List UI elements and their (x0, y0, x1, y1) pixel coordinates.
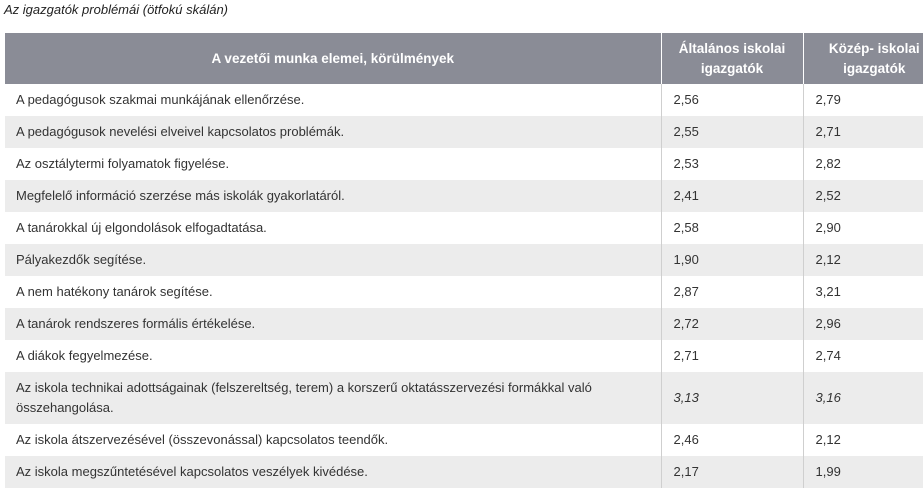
secondary-value: 2,12 (803, 244, 923, 276)
problems-table (5, 33, 923, 488)
table-row (5, 424, 923, 456)
row-label: Megfelelő információ szerzése más iskolák gyakorlatáról. (5, 180, 661, 212)
row-label: Az iskola átszervezésével (összevonással) kapcsolatos teendők. (5, 424, 661, 456)
primary-value: 2,72 (661, 308, 803, 340)
secondary-value: 2,12 (803, 424, 923, 456)
secondary-value: 1,99 (803, 456, 923, 488)
primary-value: 2,46 (661, 424, 803, 456)
row-label: A pedagógusok nevelési elveivel kapcsolatos problémák. (5, 116, 661, 148)
header-primary-school-principals: Általános iskolai igazgatók (661, 33, 803, 84)
problems-table-container (5, 33, 923, 488)
primary-value: 2,55 (661, 116, 803, 148)
row-label: Az iskola technikai adottságainak (felszereltség, terem) a korszerű oktatásszervezési formákkal való összehangolása. (5, 372, 661, 424)
primary-value: 2,41 (661, 180, 803, 212)
header-elements: A vezetői munka elemei, körülmények (5, 33, 661, 84)
table-row (5, 212, 923, 244)
row-label: Pályakezdők segítése. (5, 244, 661, 276)
header-secondary-school-principals: Közép- iskolai igazgatók (803, 33, 923, 84)
row-label: A tanárok rendszeres formális értékelése. (5, 308, 661, 340)
table-header (5, 33, 923, 84)
primary-value: 2,56 (661, 84, 803, 116)
secondary-value: 2,90 (803, 212, 923, 244)
table-body (5, 84, 923, 488)
primary-value: 1,90 (661, 244, 803, 276)
header-row (5, 33, 923, 84)
table-row (5, 180, 923, 212)
table-row (5, 456, 923, 488)
secondary-value: 2,82 (803, 148, 923, 180)
primary-value: 2,58 (661, 212, 803, 244)
secondary-value: 2,79 (803, 84, 923, 116)
table-row (5, 276, 923, 308)
primary-value: 2,17 (661, 456, 803, 488)
table-row (5, 84, 923, 116)
primary-value: 2,87 (661, 276, 803, 308)
primary-value: 2,71 (661, 340, 803, 372)
primary-value: 2,53 (661, 148, 803, 180)
table-row (5, 148, 923, 180)
secondary-value: 2,74 (803, 340, 923, 372)
row-label: A nem hatékony tanárok segítése. (5, 276, 661, 308)
row-label: A pedagógusok szakmai munkájának ellenőrzése. (5, 84, 661, 116)
row-label: A tanárokkal új elgondolások elfogadtatása. (5, 212, 661, 244)
row-label: Az osztálytermi folyamatok figyelése. (5, 148, 661, 180)
table-row (5, 116, 923, 148)
secondary-value: 3,21 (803, 276, 923, 308)
primary-value: 3,13 (661, 372, 803, 424)
table-row (5, 340, 923, 372)
table-row (5, 308, 923, 340)
table-caption: Az igazgatók problémái (ötfokú skálán) (4, 2, 229, 17)
table-row (5, 244, 923, 276)
secondary-value: 2,96 (803, 308, 923, 340)
secondary-value: 2,71 (803, 116, 923, 148)
secondary-value: 2,52 (803, 180, 923, 212)
row-label: Az iskola megszűntetésével kapcsolatos veszélyek kivédése. (5, 456, 661, 488)
row-label: A diákok fegyelmezése. (5, 340, 661, 372)
table-row (5, 372, 923, 424)
secondary-value: 3,16 (803, 372, 923, 424)
